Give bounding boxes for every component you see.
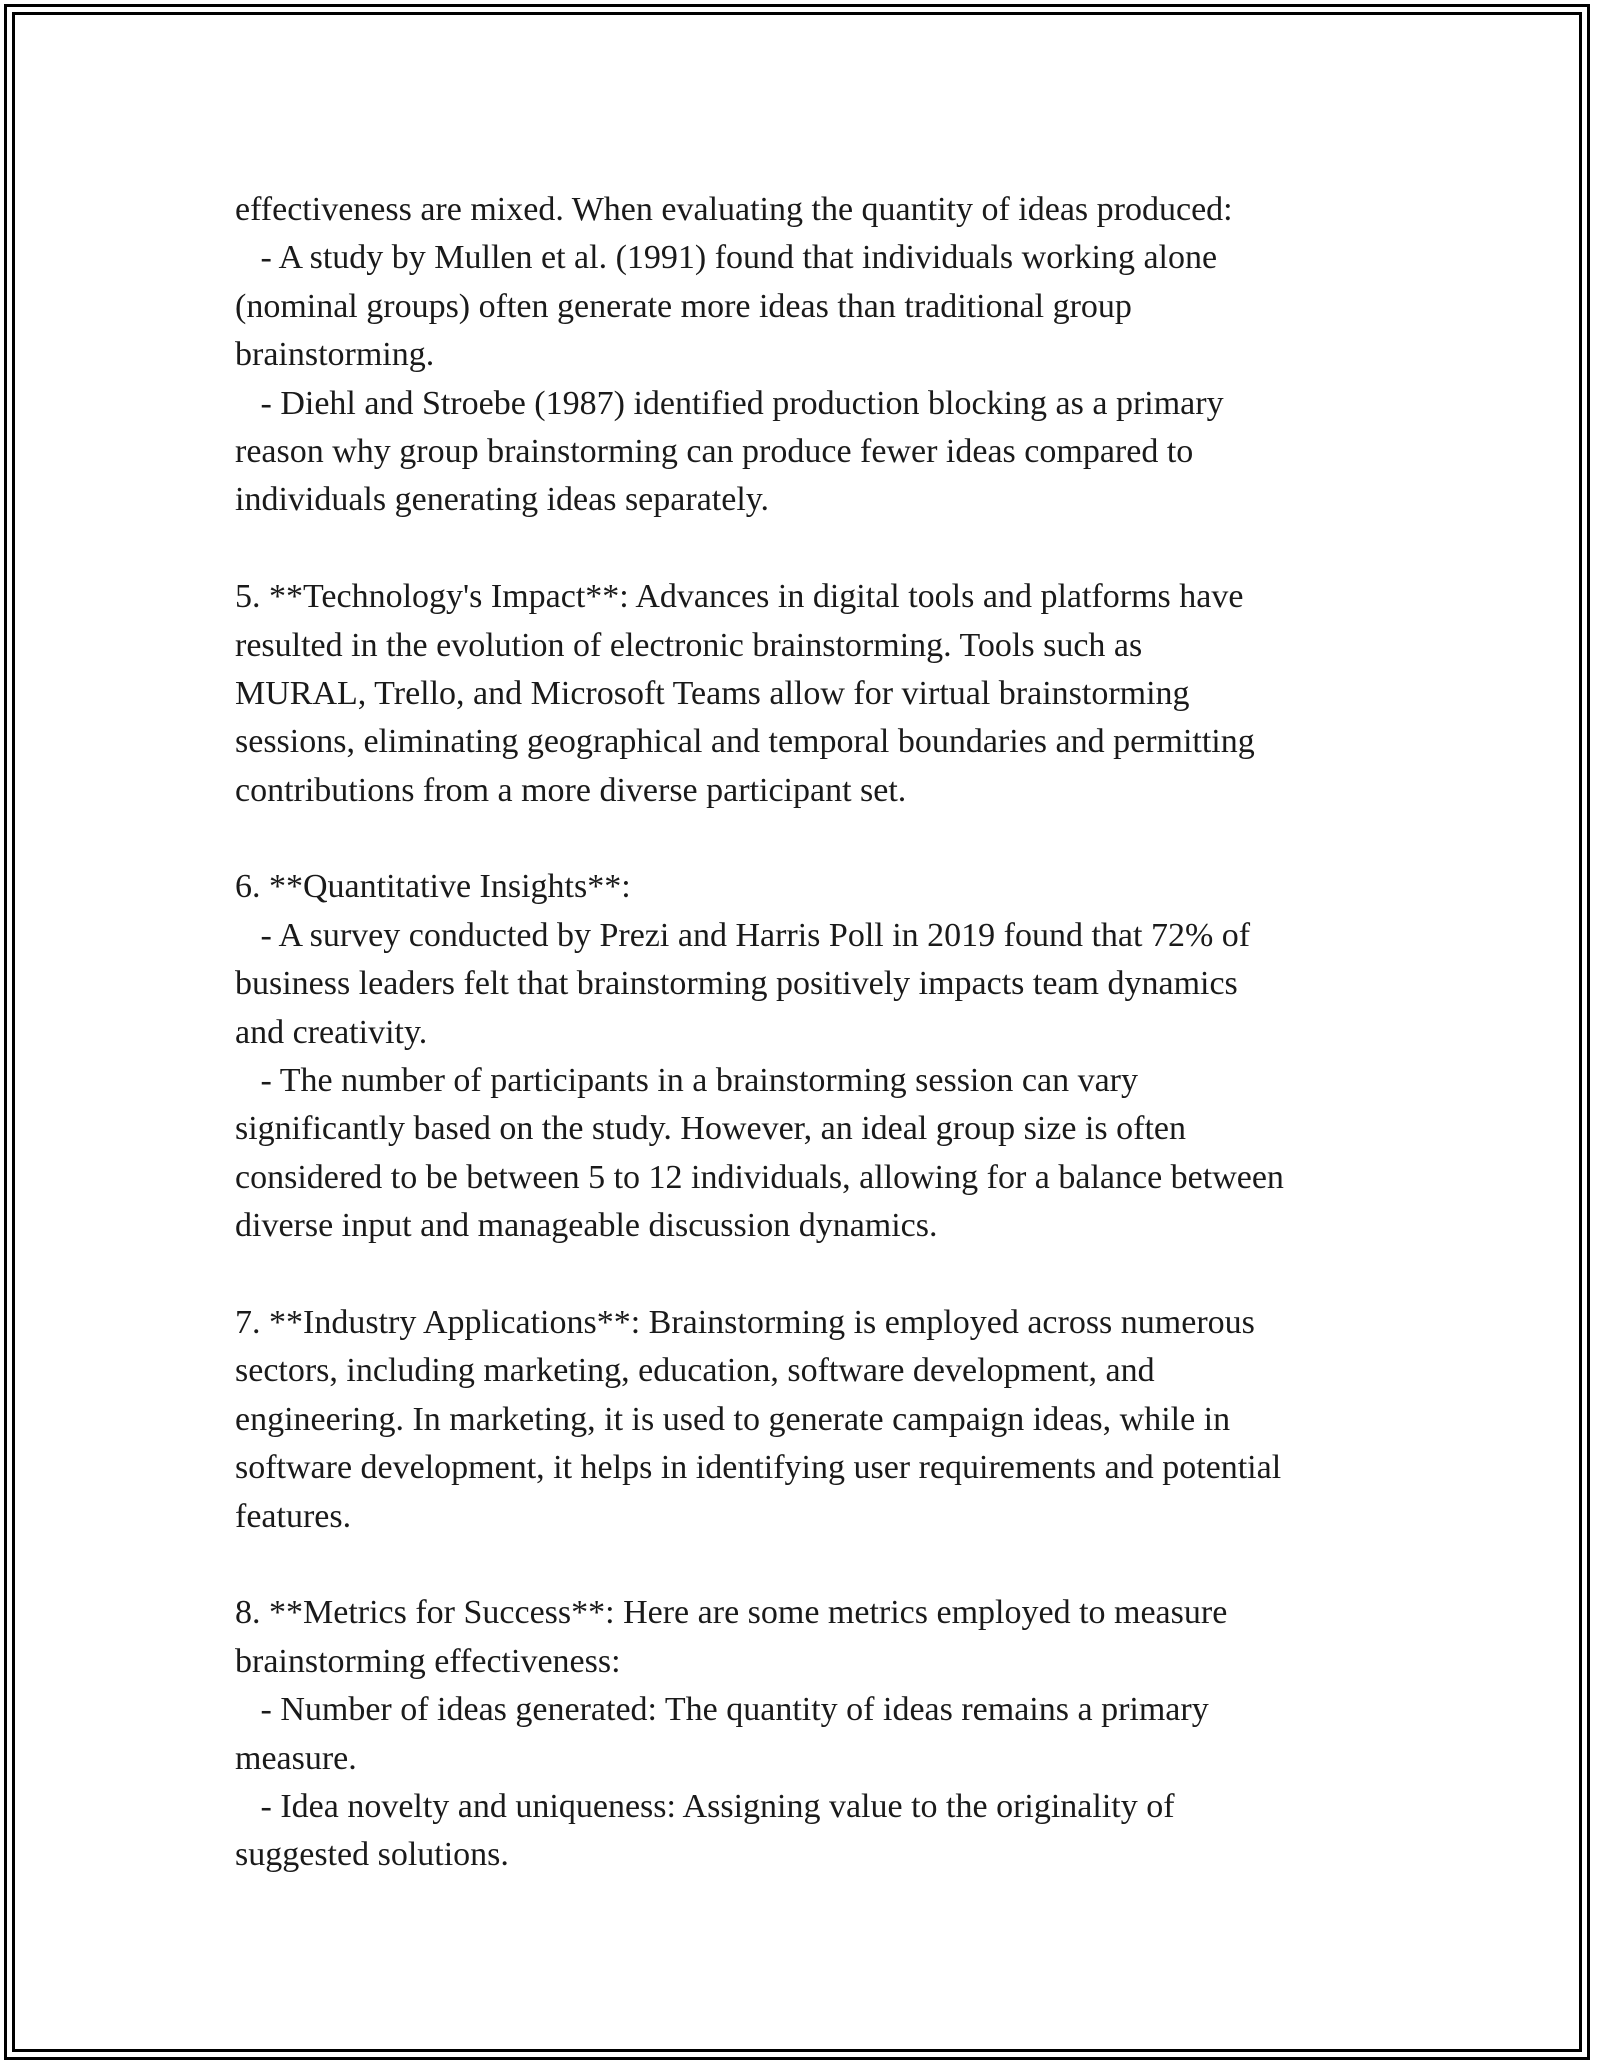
text-line: - Number of ideas generated: The quantity of ideas remains a primary: [235, 1691, 1209, 1729]
text-line: - The number of participants in a brainstorming session can vary: [235, 1062, 1138, 1100]
text-line: - A study by Mullen et al. (1991) found that individuals working alone: [235, 239, 1218, 277]
text-line: (nominal groups) often generate more ideas than traditional group: [235, 287, 1132, 325]
text-line: individuals generating ideas separately.: [235, 481, 770, 519]
text-line: considered to be between 5 to 12 individuals, allowing for a balance between: [235, 1158, 1284, 1196]
text-line: reason why group brainstorming can produce fewer ideas compared to: [235, 432, 1194, 470]
blank-line: [235, 815, 1395, 863]
text-line: engineering. In marketing, it is used to generate campaign ideas, while in: [235, 1400, 1231, 1438]
text-line: - Idea novelty and uniqueness: Assigning value to the originality of: [235, 1787, 1175, 1825]
text-line: - Diehl and Stroebe (1987) identified production blocking as a primary: [235, 384, 1224, 422]
text-line: 7. **Industry Applications**: Brainstorming is employed across numerous: [235, 1303, 1255, 1341]
text-line: business leaders felt that brainstorming positively impacts team dynamics: [235, 965, 1238, 1003]
text-line: resulted in the evolution of electronic brainstorming. Tools such as: [235, 626, 1143, 664]
text-line: brainstorming effectiveness:: [235, 1642, 621, 1680]
text-line: 6. **Quantitative Insights**:: [235, 868, 631, 906]
blank-line: [235, 525, 1395, 573]
blank-line: [235, 1541, 1395, 1589]
text-line: and creativity.: [235, 1013, 428, 1051]
text-line: 5. **Technology's Impact**: Advances in digital tools and platforms have: [235, 578, 1244, 616]
text-line: brainstorming.: [235, 336, 435, 374]
text-line: features.: [235, 1497, 352, 1535]
text-line: software development, it helps in identifying user requirements and potential: [235, 1449, 1282, 1487]
text-line: suggested solutions.: [235, 1836, 509, 1874]
text-line: diverse input and manageable discussion dynamics.: [235, 1207, 938, 1245]
text-line: sessions, eliminating geographical and temporal boundaries and permitting: [235, 723, 1255, 761]
text-line: sectors, including marketing, education, software development, and: [235, 1352, 1155, 1390]
text-line: significantly based on the study. However, an ideal group size is often: [235, 1110, 1187, 1148]
text-line: MURAL, Trello, and Microsoft Teams allow for virtual brainstorming: [235, 674, 1190, 712]
blank-line: [235, 1251, 1395, 1299]
text-line: - A survey conducted by Prezi and Harris Poll in 2019 found that 72% of: [235, 916, 1251, 954]
text-line: contributions from a more diverse participant set.: [235, 771, 907, 809]
document-body: [235, 186, 1395, 1880]
text-line: 8. **Metrics for Success**: Here are some metrics employed to measure: [235, 1594, 1228, 1632]
text-line: measure.: [235, 1739, 357, 1777]
text-line: effectiveness are mixed. When evaluating the quantity of ideas produced:: [235, 191, 1233, 228]
